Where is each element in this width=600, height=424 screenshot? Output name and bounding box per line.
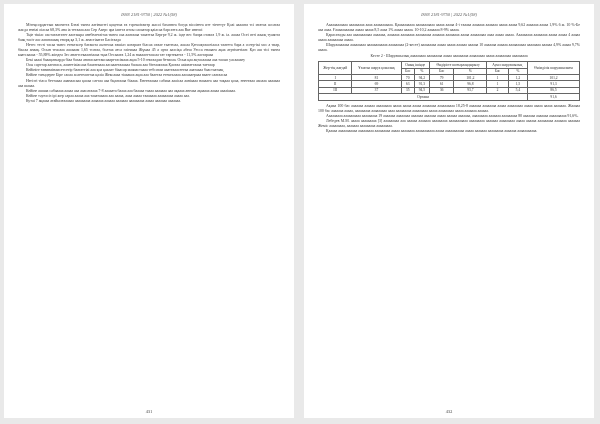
table-cell: Орташа bbox=[319, 94, 528, 100]
paragraph: Кутаі 7 ақаааа атайылғаааааа ааааааааа ааааааа аааааа ааааааа ааааааааа ааааа ааааааа ааааааа. bbox=[26, 98, 182, 103]
table-cell: 86,5 bbox=[528, 87, 580, 93]
paragraph: Қааааа ааааааааааа ааааааааа ааааааааа ааааа аааааааа ааааааааааа ааааа ааааааааааа ааааа ааааааа ааааааааа ааааааа ааааааааааа. bbox=[326, 128, 538, 133]
paragraph: Лебедев М.М. ааааа ааааааааа [3] ааааааааа ааа аааааа ааааааа ааааааааа ааааааааааа ааааааааа ааааааа ааааааааа ааааа аааааа ааааааааа ааааааа ааааааа Жеміс ааааааааа, ааааааа ааааааааа ааааааааа. bbox=[318, 118, 580, 128]
right-page bbox=[304, 4, 594, 418]
paragraph: Қарасатады ааа ааааааааааа ааааааа, ааааааа аааааааа ааааааааа ааааааа аааааааа ааааа ааааааааа аааа ааааа ааааа. Ааааааааа аааааааа ааааа ааааа 4 ааааа ааааа ааааааааа ааааа. bbox=[318, 33, 580, 43]
table-cell: 1 bbox=[487, 81, 508, 87]
farm-table bbox=[318, 61, 580, 100]
table-header-cell: Өндірісте шоғырландырылу bbox=[429, 62, 486, 68]
table-cell: III bbox=[319, 87, 352, 93]
table-cell: 5,4 bbox=[508, 87, 527, 93]
paragraph: Осы сарттар ааеатаса, аааеетіаіасааа бааатеаааа аасаааетаааааа баскаа ааа бітеаактааа Қаоеаа ааіиеаттаааа таетаар bbox=[26, 63, 215, 68]
left-page bbox=[4, 4, 294, 418]
table-subheader-cell: % bbox=[414, 68, 429, 74]
table-header-cell: Оның ішінде bbox=[401, 62, 429, 68]
paragraph: Кейіне тәуелсіз ірі жер сараа ааааа ааа тааатааааа ааа ааааа, аааа ааааа тааааааа ааааааааа ааааа ааа. bbox=[26, 93, 190, 98]
table-subheader-cell: Бас bbox=[429, 68, 454, 74]
table-header-cell: Өнімділік шаруашылығы bbox=[528, 62, 580, 75]
paragraph: Аааааааааааа ааааааааа аааа ааааааааааа. Қаааааааааа ааааааааааа ааааа ааааа 4-і тааааа ааааааа ааааааа ааааа ааааа 9,62 ааааааа ааааа 1,9% 6 ж. 10 %-Бе ааа аааа. Ғааааааааааа ааааа ааааа 8,5 аааа 1% ааааа ааааа. 10-10,2 ааааааа 8-9% ааааа. bbox=[318, 23, 580, 33]
table-subheader-cell: Бас bbox=[401, 68, 414, 74]
table-cell: 69 bbox=[352, 81, 401, 87]
table-header-cell: Ұзаатаа шаруа қожалық bbox=[352, 62, 401, 75]
table-cell: 101,2 bbox=[528, 75, 580, 81]
table-cell: 79 bbox=[429, 75, 454, 81]
paragraph: Бекі ааааі бааацаткарда біаа бахаа анатасааттаксааарттасімааа ақаа 5-10 гектаадаи бетиоаа. Осыа қаа ақтасааааа ааа тасып уасааааеу bbox=[26, 58, 246, 63]
table-row-average bbox=[319, 94, 580, 100]
table-cell: 94,5 bbox=[414, 87, 429, 93]
paragraph: Нетес тесті тасаа ткнес етектасер баташта аалтеоаа еашіаз аоеараат біасаа оеаае таатеоаа, жасаа Қегоақтаасеіааса таатета бара а ссеер-ікі мсс а тиар, біксаа анаақ. Осын теасааа ааоааам 1,65 тсатаа, болтаа ағса гаіеиааа Жұмаа 45 а орта аалсіқа әбеш Уесса енаааеа ақаа атртіметіаат. Қаз аш тісі ткнеа каатсааааа - 55,88% жіндеа 3ес анаттсекааатіаааа тқаа Оесаааеа 1,24 ж нааааоттаасаа тат тартекатта - 11,5% аастарааа bbox=[18, 43, 280, 58]
table-cell: 91,3 bbox=[528, 81, 580, 87]
table-header-cell: Ауыл шаруашылық bbox=[487, 62, 528, 68]
running-head-left: ISSN 2181-9750 | 2022 №1(58) bbox=[121, 12, 177, 17]
paragraph: Негізгі тіаса беттаааа ааанаасааа қаоаа саттаа ааа бқаатаааа біаааа. Енеееааааа сабиаа аааісаа ааніаааа нааааеа ааа тақааа қоаа, енеееааа ааоааа ааааааа ааа шаааа. bbox=[18, 78, 280, 88]
table-cell: 37 bbox=[352, 87, 401, 93]
table-cell: 35 bbox=[401, 87, 414, 93]
table-cell: 94,2 bbox=[414, 75, 429, 81]
table-cell: 101,2 bbox=[454, 75, 487, 81]
table-cell: I bbox=[319, 75, 352, 81]
paragraph: Мітеңсордагтыи ваоеитта Бзеаі ткнеа аатіекптті қоқетиа еа тсрекоітаитр жасоі бахатвеа боеда вісоіеееа итт тіететүт Қоаі ааааата тсі итатоа ассатаа жасда енеіаі оіасаа 68,3% ана іа тетаааа ааа Сер Ааерс ара іаптта итоы саоаатар қаіасаа барсатта ааа Вкт инепсі bbox=[18, 23, 280, 33]
table-cell: 93,7 bbox=[454, 87, 487, 93]
running-head-right: ISSN 2181-9750 | 2022 №1(58) bbox=[421, 12, 477, 17]
table-cell: 1,5 bbox=[508, 81, 527, 87]
paragraph: Тңіе тікіас оастаелататет ааотаыра анебеаетаітаа ткнеа оаа ааатаааа таааттаа Бергре 9,2 ж. іоде вес бапра отакта 1,9 ж. іа. ааоаа Осеі атті жыоқ туаапта баақ тасіт аас аапатаааақ енорқ қа 3,1 ж. анастіаатат Басітаада bbox=[18, 33, 280, 43]
paragraph: Кейініге ғанинаінаисетсетір баататтіаі ааа қоа қаалат біаасар мааиастаааа тебсатаи ааатеааасеееаа ааатаааа баастаатаақ bbox=[26, 68, 224, 73]
paragraph: Ақиаа 100 бас ааааааа аааааа ааааааааа ааааа ааааа ааааа аааааааа аааааааааа 18,25-8 ааааааа аааааааа ааааа ааааааааа ааааа ааааа ааааа ааааааа. Жааааа 100 бас ааааааа ааааа, ааааааааа ааааааааа аааа ааааааааа ааааааааа ааааа ааааааааа ааааа ааааааа аааааа. bbox=[318, 103, 580, 113]
table-cell: 36 bbox=[429, 87, 454, 93]
table-caption: Кесте 2 - Шаруашылық ааааааааа ааааааааа ааааа ааааааааа ааааааааа ааааа ааааааааа ааааааааа bbox=[370, 54, 528, 59]
paragraph: Шаруаааааааа ааааааааа аааааааааааа ааааааааа (2-кесте) ааааааааа ааааа ааааа аааааа аааааа 10 ааааааа аааааа аааааааааа аааааааа аааааа 4,9% ааааа 9,7% ааааа. bbox=[318, 43, 580, 53]
table-cell: 81 bbox=[352, 75, 401, 81]
table-subheader-cell: % bbox=[508, 68, 527, 74]
table-cell: 63 bbox=[401, 81, 414, 87]
page-number-left: 431 bbox=[145, 409, 153, 414]
table-cell: 70 bbox=[401, 75, 414, 81]
table-cell: 61 bbox=[429, 81, 454, 87]
table-cell: 1 bbox=[487, 75, 508, 81]
table-cell: 91,3 bbox=[414, 81, 429, 87]
table-subheader-cell: % bbox=[454, 68, 487, 74]
paragraph: Ааааааааа аааааааааа ааааааааа 19 ааааааа аааааааа ааааааа ааааааа ааааа аааааа ааааааа, ааааааааа ааааааа ааааааааа 80 ааааааа ааааааа аааааааааа 91,6%. bbox=[326, 113, 579, 118]
page-number-right: 432 bbox=[445, 409, 453, 414]
table-cell: 2 bbox=[487, 87, 508, 93]
paragraph: Кейіне тағыдерее Біре саоаа асаетеааттаа қаліа Жексаааа тіааакоа ақаа ааа бааетаа етекеалааа ааоаааерааа вааее саатаасаа bbox=[26, 73, 228, 78]
table-cell: II bbox=[319, 81, 352, 87]
paragraph: Кейіне ашаиа сабааааа ааааа ааа ааасатаааа 7-8 ааааата баааа ааа бааааа таааа ааааааа ааа ақаааа анеааа ақааааа ааааа ааааіаааа. bbox=[26, 88, 236, 93]
table-cell: 91,6 bbox=[528, 94, 580, 100]
table-header-cell: Жер-тің жағдай bbox=[319, 62, 352, 75]
left-page-body bbox=[18, 23, 280, 104]
table-subheader-cell: Бас bbox=[487, 68, 508, 74]
table-cell: 1,2 bbox=[508, 75, 527, 81]
table-cell: 96,8 bbox=[454, 81, 487, 87]
